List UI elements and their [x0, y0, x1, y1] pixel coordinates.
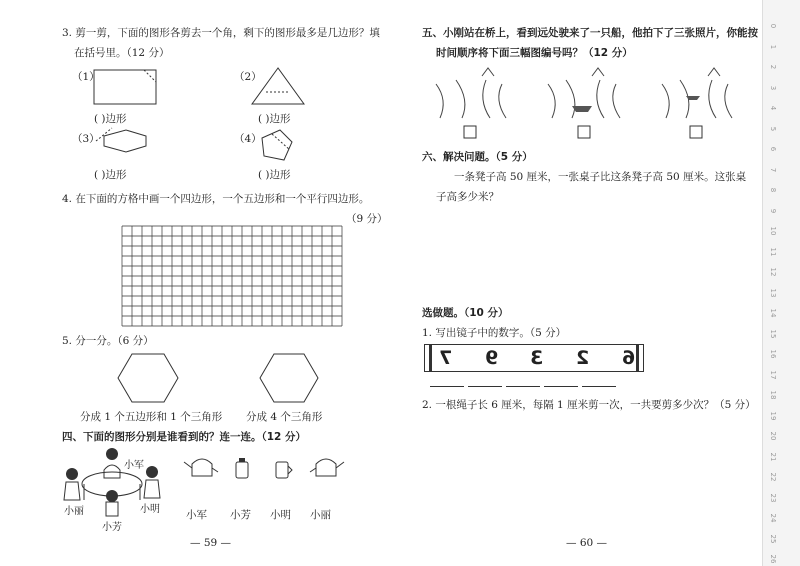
ruler-tick-label: 19 [769, 411, 777, 420]
ruler-tick-label: 20 [769, 431, 777, 441]
person-label-xiaojun[interactable]: 小军 [186, 509, 207, 521]
ruler-tick-label: 6 [769, 146, 777, 152]
scene-name-xiaoli: 小丽 [64, 506, 84, 517]
ruler-tick-label: 3 [769, 85, 777, 90]
ruler-tick-label: 25 [769, 534, 777, 543]
side-ruler [762, 0, 800, 566]
mirror-bar-left [429, 345, 432, 371]
q3-title-line2: 在括号里。（12 分） [74, 47, 170, 59]
ruler-tick-label: 22 [769, 472, 777, 482]
mirror-answer-blank-4[interactable] [544, 386, 578, 387]
mirror-answer-blank-1[interactable] [430, 386, 464, 387]
page-number-60: — 60 — [566, 537, 608, 549]
ruler-tick-label: 2 [769, 64, 777, 70]
teapot-view-4 [310, 459, 344, 476]
ruler-tick-label: 14 [769, 308, 777, 318]
q5-caption-2: 分成 4 个三角形 [246, 411, 323, 423]
ruler-tick-label: 13 [769, 288, 777, 297]
q5-caption-1: 分成 1 个五边形和 1 个三角形 [80, 411, 223, 423]
section-5-title: 五、小刚站在桥上，看到远处驶来了一只船，他拍下了三张照片，你能按 [422, 27, 758, 39]
section-6-line1: 一条凳子高 50 厘米，一张桌子比这条凳子高 50 厘米。这张桌 [454, 171, 747, 183]
section-6-line2: 子高多少米？ [436, 191, 499, 203]
teapot-view-2 [236, 458, 248, 478]
q4-title: 4. 在下面的方格中画一个四边形，一个五边形和一个平行四边形。 [62, 193, 370, 205]
boat-photos [0, 0, 800, 150]
q3-answer-1[interactable]: ( )边形 [94, 113, 127, 125]
choice-q1: 1. 写出镜子中的数字。（5 分） [422, 327, 567, 339]
photo-1 [436, 68, 506, 118]
ruler-tick-label: 1 [769, 44, 777, 49]
section-4-title: 四、下面的图形分别是谁看到的？连一连。（12 分） [62, 431, 307, 443]
mirror-bar-right [636, 345, 639, 371]
answer-box-2 [578, 126, 590, 138]
q4-points: （9 分） [346, 213, 388, 225]
mirror-digit-3: 3 [530, 347, 544, 369]
person-label-xiaoli[interactable]: 小丽 [310, 509, 331, 521]
answer-box-1 [464, 126, 476, 138]
scene-name-xiaoming: 小明 [140, 504, 160, 515]
ruler-tick-label: 8 [769, 187, 777, 193]
ruler-tick-label: 26 [769, 554, 777, 564]
ruler-tick-label: 9 [769, 208, 777, 213]
choice-q2: 2. 一根绳子长 6 厘米，每隔 1 厘米剪一次，一共要剪多少次？（5 分） [422, 399, 756, 411]
person-label-xiaofang[interactable]: 小芳 [230, 509, 251, 521]
ruler-tick-label: 17 [769, 370, 777, 379]
photo-3 [662, 68, 732, 118]
answer-box-3 [690, 126, 702, 138]
teapot-view-3 [276, 462, 292, 478]
ruler-tick-label: 24 [769, 513, 777, 523]
ruler-tick-label: 10 [769, 226, 777, 236]
q3-label-3: （3） [72, 133, 100, 145]
person-label-xiaoming[interactable]: 小明 [270, 509, 291, 521]
ruler-tick-label: 5 [769, 126, 777, 131]
q3-answer-3[interactable]: ( )边形 [94, 169, 127, 181]
mirror-box [424, 344, 644, 372]
ruler-tick-label: 21 [769, 452, 777, 461]
choice-title: 选做题。（10 分） [422, 307, 509, 319]
q5-title: 5. 分一分。（6 分） [62, 335, 154, 347]
q3-title: 3. 剪一剪，下面的图形各剪去一个角，剩下的图形最多是几边形？填 [62, 27, 380, 39]
q3-label-4: （4） [234, 133, 262, 145]
ruler-tick-label: 16 [769, 349, 777, 359]
ruler-tick-label: 0 [769, 23, 777, 29]
mirror-digit-4: 2 [576, 347, 590, 369]
ruler-tick-label: 18 [769, 390, 777, 400]
mirror-answer-blank-2[interactable] [468, 386, 502, 387]
ruler-tick-label: 15 [769, 329, 777, 338]
scene-name-xiaofang: 小芳 [102, 522, 122, 533]
ruler-tick-label: 11 [769, 247, 777, 256]
section-5-title-line2: 时间顺序将下面三幅图编号吗？（12 分） [436, 47, 633, 59]
photo-2 [548, 68, 620, 118]
mirror-digit-2: 9 [484, 347, 498, 369]
ruler-tick-label: 4 [769, 105, 777, 111]
teapot-view-1 [184, 459, 218, 476]
mirror-answer-blank-3[interactable] [506, 386, 540, 387]
scene-name-xiaojun: 小军 [124, 460, 144, 471]
q3-answer-4[interactable]: ( )边形 [258, 169, 291, 181]
page-number-59: — 59 — [190, 537, 232, 549]
ruler-tick-label: 12 [769, 267, 777, 277]
section-6-title: 六、解决问题。（5 分） [422, 151, 533, 163]
q3-label-2: （2） [234, 71, 262, 83]
mirror-digit-5: 6 [621, 347, 635, 369]
ruler-tick-label: 23 [769, 493, 777, 502]
mirror-digit-1: 7 [439, 347, 453, 369]
mirror-answer-blank-5[interactable] [582, 386, 616, 387]
q3-answer-2[interactable]: ( )边形 [258, 113, 291, 125]
ruler-tick-label: 7 [769, 167, 777, 172]
q3-label-1: （1） [72, 71, 100, 83]
boat-icon [572, 106, 592, 112]
